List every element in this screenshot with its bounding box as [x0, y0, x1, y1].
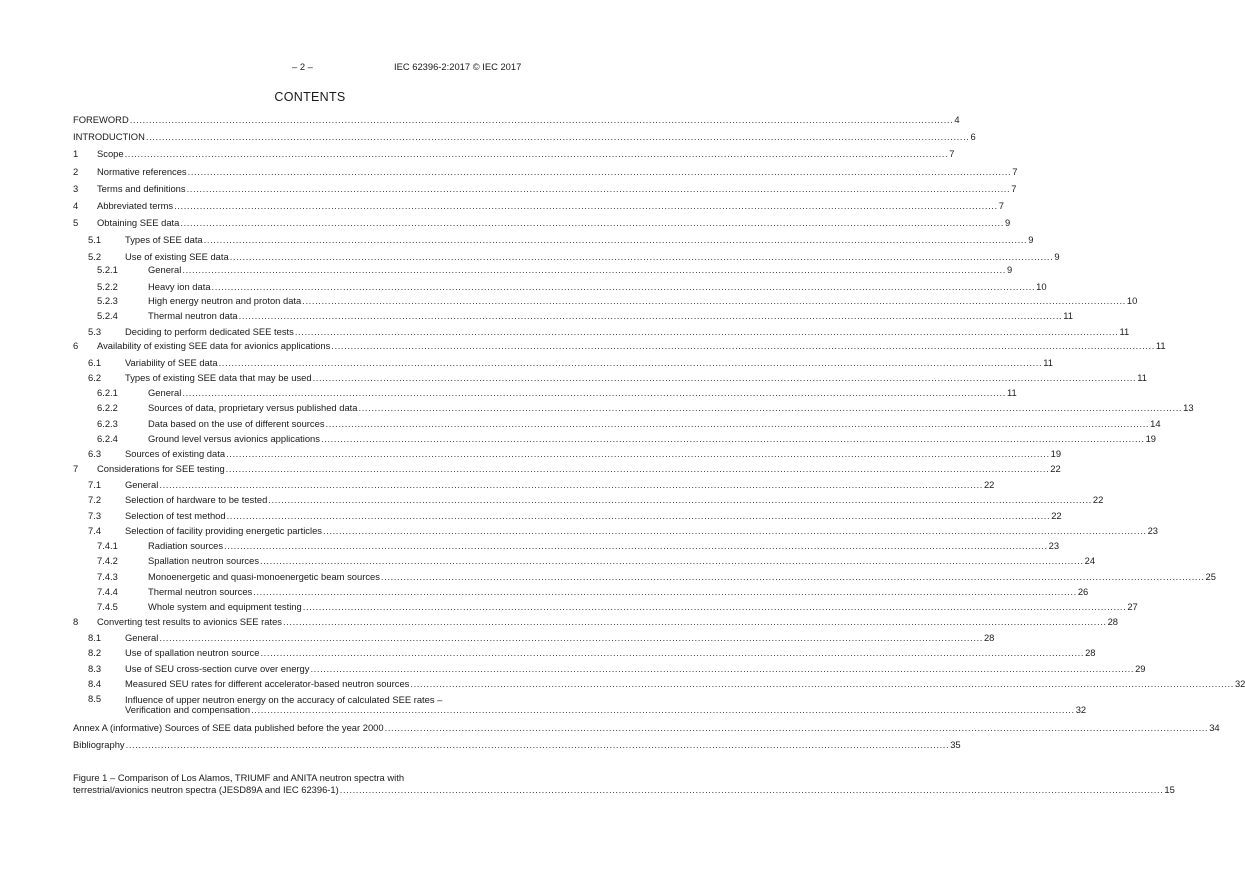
- dot-leader: .................................................................................................................................................................................................................................................................: [145, 131, 970, 142]
- toc-entry-s5-3[interactable]: [125, 325, 1130, 339]
- toc-title: High energy neutron and proton data: [148, 295, 302, 306]
- toc-section-number: 7.3: [88, 510, 102, 521]
- dot-leader: .................................................................................................................................................................................................................................................................: [159, 479, 983, 490]
- dot-leader: .................................................................................................................................................................................................................................................................: [251, 704, 1075, 715]
- toc-entry-s7-2[interactable]: [125, 493, 1104, 507]
- toc-section-number: 6.2.2: [97, 402, 118, 413]
- toc-page-number: 15: [1164, 784, 1175, 795]
- dot-leader: .................................................................................................................................................................................................................................................................: [268, 494, 1092, 505]
- toc-entry-s6-2-4[interactable]: [148, 432, 1157, 446]
- toc-row: [0, 509, 1062, 523]
- toc-row: [0, 600, 1138, 614]
- toc-entry-s8-4[interactable]: [125, 677, 1245, 691]
- dot-leader: .................................................................................................................................................................................................................................................................: [203, 234, 1028, 245]
- toc-row: [0, 216, 1011, 230]
- toc-entry-s8-2[interactable]: [125, 646, 1096, 660]
- toc-page-number: 22: [983, 479, 995, 490]
- toc-title: Obtaining SEE data: [97, 217, 180, 228]
- toc-title: Deciding to perform dedicated SEE tests: [125, 326, 294, 337]
- toc-title: Considerations for SEE testing: [97, 463, 225, 474]
- toc-section-number: 5.2: [88, 251, 102, 262]
- toc-row: [0, 371, 1147, 385]
- toc-title: Types of SEE data: [125, 234, 203, 245]
- toc-page-number: 6: [970, 131, 976, 142]
- dot-leader: .................................................................................................................................................................................................................................................................: [124, 148, 949, 159]
- toc-title: Abbreviated terms: [97, 200, 174, 211]
- toc-row: [0, 263, 1013, 277]
- toc-row: [0, 250, 1060, 264]
- toc-page-number: 11: [1043, 357, 1053, 368]
- dot-leader: .................................................................................................................................................................................................................................................................: [282, 616, 1107, 627]
- toc-row: [0, 570, 1216, 584]
- dot-leader: .................................................................................................................................................................................................................................................................: [320, 433, 1145, 444]
- toc-section-number: 5.1: [88, 234, 102, 245]
- toc-row: [0, 554, 1096, 568]
- toc-entry-foreword[interactable]: [73, 113, 960, 127]
- toc-title: Selection of hardware to be tested: [125, 494, 268, 505]
- toc-page-number: 10: [1036, 281, 1047, 292]
- toc-title: Ground level versus avionics applications: [148, 433, 320, 444]
- toc-section-number: 7.2: [88, 494, 102, 505]
- toc-section-number: 8: [73, 616, 79, 627]
- toc-title: Bibliography: [73, 739, 125, 750]
- toc-entry-s7-4-4[interactable]: [148, 585, 1089, 599]
- dot-leader: .................................................................................................................................................................................................................................................................: [322, 525, 1147, 536]
- dot-leader: .................................................................................................................................................................................................................................................................: [358, 402, 1183, 413]
- toc-title: General: [148, 387, 182, 398]
- toc-row: [0, 325, 1130, 339]
- dot-leader: .................................................................................................................................................................................................................................................................: [182, 264, 1006, 275]
- dot-leader: .................................................................................................................................................................................................................................................................: [211, 281, 1036, 292]
- toc-title: Sources of existing data: [125, 448, 226, 459]
- toc-page-number: 9: [1028, 234, 1034, 245]
- toc-section-number: 7.4.3: [97, 571, 118, 582]
- toc-title: Availability of existing SEE data for avionics applications: [97, 340, 331, 351]
- toc-title: Normative references: [97, 166, 187, 177]
- dot-leader: .................................................................................................................................................................................................................................................................: [125, 739, 950, 750]
- toc-row: [0, 539, 1060, 553]
- toc-entry-s6-3[interactable]: [125, 447, 1062, 461]
- toc-entry-annex-a[interactable]: [73, 721, 1220, 735]
- toc-title: Spallation neutron sources: [148, 555, 260, 566]
- toc-page-number: 11: [1119, 326, 1130, 337]
- toc-title: Types of existing SEE data that may be used: [125, 372, 312, 383]
- dot-leader: .................................................................................................................................................................................................................................................................: [226, 448, 1050, 459]
- toc-page-number: 27: [1127, 601, 1138, 612]
- toc-page-number: 28: [1085, 647, 1096, 658]
- toc-page-number: 11: [1155, 340, 1166, 351]
- toc-section-number: 7.4.4: [97, 586, 118, 597]
- toc-row: [0, 182, 1017, 196]
- toc-row: [0, 692, 1087, 715]
- toc-row: [0, 432, 1157, 446]
- toc-page-number: 11: [1006, 387, 1017, 398]
- toc-page-number: 19: [1050, 448, 1062, 459]
- toc-page-number: 9: [1054, 251, 1060, 262]
- dot-leader: .................................................................................................................................................................................................................................................................: [310, 663, 1135, 674]
- toc-title: Verification and compensation: [125, 704, 251, 715]
- toc-entry-s6-2-1[interactable]: [148, 386, 1017, 400]
- toc-section-number: 5.2.4: [97, 310, 118, 321]
- toc-page-number: 24: [1084, 555, 1096, 566]
- toc-entry-s6[interactable]: [97, 339, 1166, 353]
- toc-row: [0, 462, 1061, 476]
- toc-title-line1: Influence of upper neutron energy on the accuracy of calculated SEE rates –: [125, 694, 443, 705]
- toc-section-number: 2: [73, 166, 79, 177]
- toc-section-number: 7.1: [88, 479, 102, 490]
- toc-row: [0, 199, 1004, 213]
- toc-row: [0, 356, 1053, 370]
- toc-entry-s1[interactable]: [97, 147, 955, 161]
- toc-row: [0, 130, 976, 144]
- toc-entry-s5-2-4[interactable]: [148, 309, 1073, 323]
- toc-title: Use of SEU cross-section curve over energy: [125, 663, 310, 674]
- standard-reference: IEC 62396-2:2017 © IEC 2017: [394, 61, 522, 72]
- toc-entry-s8-3[interactable]: [125, 662, 1146, 676]
- dot-leader: .................................................................................................................................................................................................................................................................: [331, 340, 1155, 351]
- toc-title: Sources of data, proprietary versus published data: [148, 402, 358, 413]
- toc-section-number: 6.2.4: [97, 433, 118, 444]
- toc-section-number: 6.2: [88, 372, 102, 383]
- toc-row: [0, 280, 1047, 294]
- dot-leader: .................................................................................................................................................................................................................................................................: [380, 571, 1205, 582]
- dot-leader: .................................................................................................................................................................................................................................................................: [253, 586, 1077, 597]
- dot-leader: .................................................................................................................................................................................................................................................................: [312, 372, 1137, 383]
- toc-entry-s5-1[interactable]: [125, 233, 1034, 247]
- toc-entry-s7-4[interactable]: [125, 524, 1159, 538]
- dot-leader: .................................................................................................................................................................................................................................................................: [325, 418, 1150, 429]
- figure-title-line1: Figure 1 – Comparison of Los Alamos, TRIUMF and ANITA neutron spectra with: [73, 772, 405, 783]
- toc-page-number: 25: [1205, 571, 1216, 582]
- toc-row: [0, 147, 955, 161]
- toc-entry-s6-1[interactable]: [125, 356, 1053, 370]
- toc-row: [0, 738, 961, 752]
- toc-title: Radiation sources: [148, 540, 224, 551]
- toc-page-number: 32: [1075, 704, 1087, 715]
- toc-section-number: 7.4.2: [97, 555, 118, 566]
- toc-title: Selection of test method: [125, 510, 226, 521]
- toc-section-number: 8.5: [88, 693, 102, 704]
- toc-entry-s7-4-3[interactable]: [148, 570, 1216, 584]
- toc-entry-s6-2[interactable]: [125, 371, 1147, 385]
- toc-page-number: 11: [1137, 372, 1147, 383]
- dot-leader: .................................................................................................................................................................................................................................................................: [260, 555, 1084, 566]
- toc-page-number: 22: [1092, 494, 1104, 505]
- toc-section-number: 7.4.1: [97, 540, 118, 551]
- toc-entry-s5-2-1[interactable]: [148, 263, 1013, 277]
- toc-row: [0, 585, 1089, 599]
- toc-title: Variability of SEE data: [125, 357, 218, 368]
- dot-leader: .................................................................................................................................................................................................................................................................: [302, 601, 1127, 612]
- toc-entry-s8[interactable]: [97, 615, 1119, 629]
- dot-leader: .................................................................................................................................................................................................................................................................: [182, 387, 1006, 398]
- dot-leader: .................................................................................................................................................................................................................................................................: [180, 217, 1004, 228]
- dot-leader: .................................................................................................................................................................................................................................................................: [187, 166, 1012, 177]
- toc-section-number: 5.3: [88, 326, 102, 337]
- dot-leader: .................................................................................................................................................................................................................................................................: [410, 678, 1234, 689]
- toc-row: [0, 165, 1018, 179]
- dot-leader: .................................................................................................................................................................................................................................................................: [238, 310, 1063, 321]
- toc-entry-s7-4-2[interactable]: [148, 554, 1096, 568]
- toc-title: Annex A (informative) Sources of SEE data published before the year 2000: [73, 722, 384, 733]
- toc-section-number: 6.2.3: [97, 418, 118, 429]
- toc-title: Heavy ion data: [148, 281, 211, 292]
- toc-section-number: 6.3: [88, 448, 102, 459]
- toc-title: Scope: [97, 148, 124, 159]
- toc-page-number: 7: [1011, 183, 1017, 194]
- toc-section-number: 3: [73, 183, 79, 194]
- toc-section-number: 7: [73, 463, 79, 474]
- toc-page-number: 19: [1145, 433, 1157, 444]
- toc-page-number: 28: [983, 632, 995, 643]
- toc-entry-s7-4-5[interactable]: [148, 600, 1138, 614]
- toc-title: Selection of facility providing energetic particles: [125, 525, 322, 536]
- toc-row: [0, 478, 995, 492]
- toc-row: [0, 309, 1073, 323]
- toc-title: Use of spallation neutron source: [125, 647, 260, 658]
- contents-title: CONTENTS: [274, 90, 346, 104]
- toc-entry-s7-4-1[interactable]: [148, 539, 1060, 553]
- dot-leader: .................................................................................................................................................................................................................................................................: [174, 200, 998, 211]
- toc-row: [0, 113, 960, 127]
- dot-leader: .................................................................................................................................................................................................................................................................: [339, 784, 1164, 795]
- dot-leader: .................................................................................................................................................................................................................................................................: [384, 722, 1209, 733]
- dot-leader: .................................................................................................................................................................................................................................................................: [302, 295, 1126, 306]
- toc-title: Thermal neutron data: [148, 310, 238, 321]
- toc-section-number: 8.3: [88, 663, 102, 674]
- toc-entry-s2[interactable]: [97, 165, 1018, 179]
- toc-page-number: 32: [1234, 678, 1245, 689]
- toc-page-number: 7: [1012, 166, 1018, 177]
- toc-row: [0, 615, 1119, 629]
- toc-section-number: 1: [73, 148, 79, 159]
- toc-page-number: 13: [1183, 402, 1194, 413]
- toc-page-number: 29: [1135, 663, 1146, 674]
- toc-row: [0, 493, 1104, 507]
- dot-leader: .................................................................................................................................................................................................................................................................: [260, 647, 1085, 658]
- toc-row: [0, 677, 1245, 691]
- toc-entry-s8-1[interactable]: [125, 631, 995, 645]
- toc-section-number: 8.2: [88, 647, 102, 658]
- dot-leader: .................................................................................................................................................................................................................................................................: [225, 463, 1050, 474]
- toc-title: Measured SEU rates for different accelerator-based neutron sources: [125, 678, 410, 689]
- toc-page-number: 28: [1107, 616, 1119, 627]
- toc-page-number: 22: [1051, 510, 1062, 521]
- toc-row: [0, 646, 1096, 660]
- toc-row: [0, 401, 1194, 415]
- toc-title: Converting test results to avionics SEE rates: [97, 616, 282, 627]
- toc-entry-s7-1[interactable]: [125, 478, 995, 492]
- page-header: [0, 61, 620, 75]
- toc-title: General: [125, 479, 159, 490]
- toc-row: [0, 233, 1034, 247]
- toc-page-number: 11: [1063, 310, 1073, 321]
- toc-page-number: 9: [1004, 217, 1011, 228]
- figure-entry-1[interactable]: [73, 783, 1175, 797]
- toc-section-number: 7.4.5: [97, 601, 118, 612]
- toc-section-number: 5.2.2: [97, 281, 118, 292]
- dot-leader: .................................................................................................................................................................................................................................................................: [294, 326, 1119, 337]
- page-number: – 2 –: [292, 61, 313, 72]
- toc-entry-s5-2[interactable]: [125, 250, 1060, 264]
- toc-entry-s8-5[interactable]: [125, 703, 1087, 717]
- toc-entry-bibliography[interactable]: [73, 738, 961, 752]
- toc-title: FOREWORD: [73, 114, 129, 125]
- toc-title: INTRODUCTION: [73, 131, 145, 142]
- toc-page-number: 7: [949, 148, 955, 159]
- toc-title: Whole system and equipment testing: [148, 601, 302, 612]
- toc-section-number: 5: [73, 217, 79, 228]
- toc-section-number: 6.1: [88, 357, 102, 368]
- toc-title: Thermal neutron sources: [148, 586, 253, 597]
- dot-leader: .................................................................................................................................................................................................................................................................: [226, 510, 1051, 521]
- toc-section-number: 5.2.1: [97, 264, 118, 275]
- toc-entry-s5-2-2[interactable]: [148, 280, 1047, 294]
- toc-page-number: 14: [1150, 418, 1161, 429]
- toc-page-number: 22: [1050, 463, 1061, 474]
- toc-page-number: 35: [950, 739, 961, 750]
- toc-row: [0, 339, 1166, 353]
- toc-page-number: 4: [954, 114, 960, 125]
- toc-title: Terms and definitions: [97, 183, 186, 194]
- toc-title: General: [125, 632, 159, 643]
- figure-row: [0, 770, 1175, 795]
- toc-row: [0, 447, 1062, 461]
- toc-entry-s7-3[interactable]: [125, 509, 1062, 523]
- toc-title: terrestrial/avionics neutron spectra (JESD89A and IEC 62396-1): [73, 784, 339, 795]
- toc-entry-s3[interactable]: [97, 182, 1017, 196]
- toc-page-number: 7: [998, 200, 1004, 211]
- toc-entry-s7[interactable]: [97, 462, 1061, 476]
- toc-entry-s6-2-3[interactable]: [148, 417, 1161, 431]
- dot-leader: .................................................................................................................................................................................................................................................................: [159, 632, 983, 643]
- dot-leader: .................................................................................................................................................................................................................................................................: [129, 114, 954, 125]
- toc-title: General: [148, 264, 182, 275]
- toc-section-number: 8.1: [88, 632, 102, 643]
- toc-entry-s4[interactable]: [97, 199, 1004, 213]
- toc-page-number: 26: [1077, 586, 1089, 597]
- toc-section-number: 8.4: [88, 678, 102, 689]
- toc-page-number: 34: [1209, 722, 1220, 733]
- toc-row: [0, 631, 995, 645]
- dot-leader: .................................................................................................................................................................................................................................................................: [229, 251, 1054, 262]
- toc-entry-s6-2-2[interactable]: [148, 401, 1194, 415]
- toc-entry-introduction[interactable]: [73, 130, 976, 144]
- dot-leader: .................................................................................................................................................................................................................................................................: [224, 540, 1048, 551]
- toc-section-number: 4: [73, 200, 79, 211]
- toc-row: [0, 417, 1161, 431]
- toc-entry-s5[interactable]: [97, 216, 1011, 230]
- dot-leader: .................................................................................................................................................................................................................................................................: [218, 357, 1043, 368]
- toc-row: [0, 721, 1220, 735]
- toc-section-number: 6.2.1: [97, 387, 118, 398]
- toc-page-number: 23: [1048, 540, 1060, 551]
- dot-leader: .................................................................................................................................................................................................................................................................: [186, 183, 1011, 194]
- toc-page-number: 9: [1006, 264, 1013, 275]
- toc-row: [0, 386, 1017, 400]
- toc-section-number: 6: [73, 340, 79, 351]
- toc-row: [0, 524, 1159, 538]
- toc-page-number: 10: [1126, 295, 1138, 306]
- toc-page-number: 23: [1147, 525, 1159, 536]
- toc-title: Data based on the use of different sources: [148, 418, 325, 429]
- toc-section-number: 5.2.3: [97, 295, 118, 306]
- toc-title: Use of existing SEE data: [125, 251, 229, 262]
- toc-section-number: 7.4: [88, 525, 102, 536]
- toc-title: Monoenergetic and quasi-monoenergetic beam sources: [148, 571, 380, 582]
- toc-row: [0, 294, 1138, 308]
- toc-entry-s5-2-3[interactable]: [148, 294, 1138, 308]
- toc-row: [0, 662, 1146, 676]
